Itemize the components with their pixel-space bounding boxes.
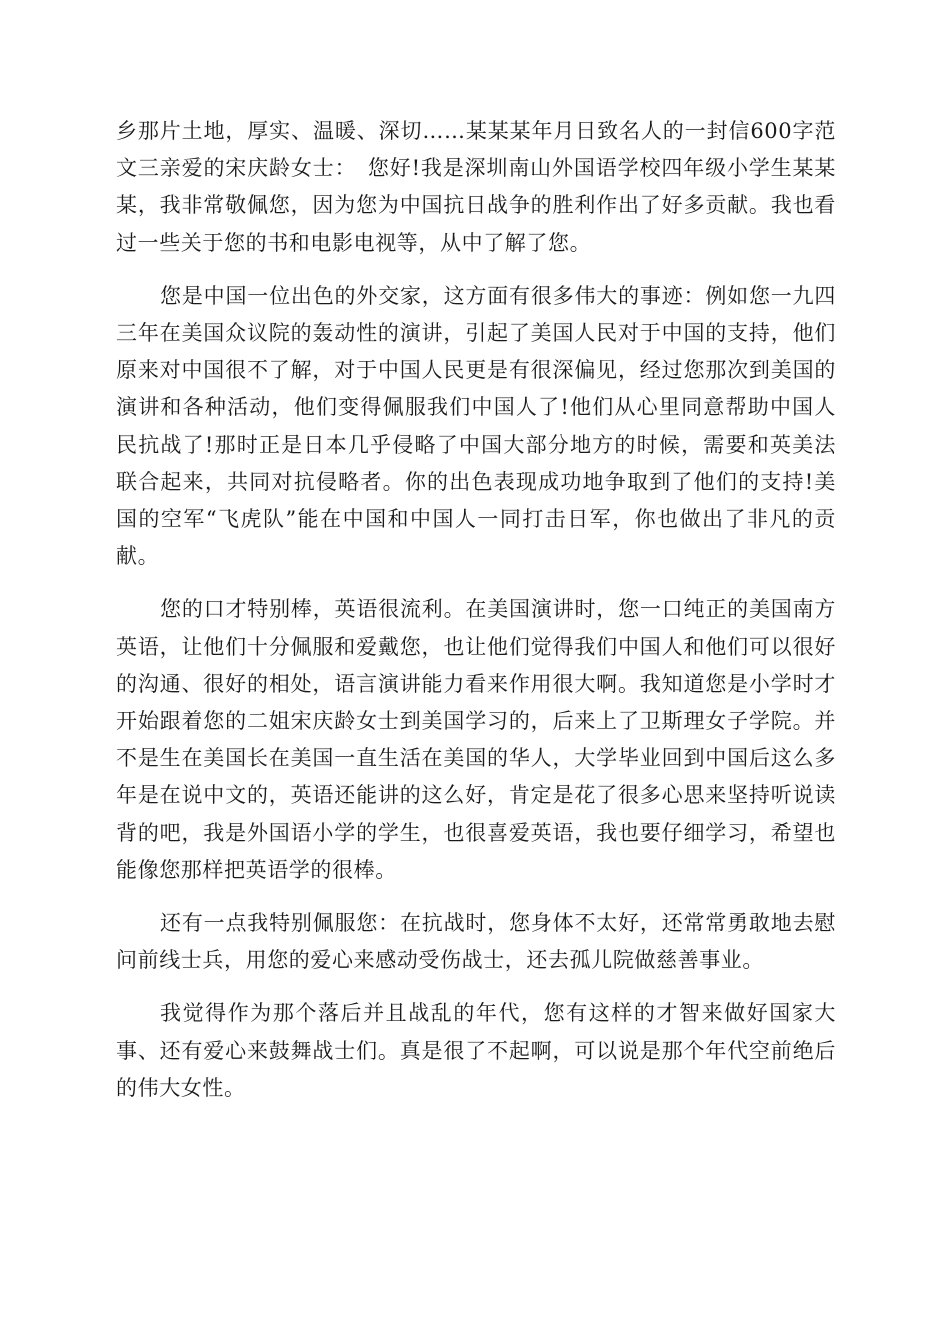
paragraph-5: 我觉得作为那个落后并且战乱的年代，您有这样的才智来做好国家大事、还有爱心来鼓舞战士们。真是很了不起啊，可以说是那个年代空前绝后的伟大女性。 — [116, 1001, 836, 1100]
paragraph-4: 还有一点我特别佩服您：在抗战时，您身体不太好，还常常勇敢地去慰问前线士兵，用您的爱心来感动受伤战士，还去孤儿院做慈善事业。 — [116, 911, 836, 973]
paragraph-3: 您的口才特别棒，英语很流利。在美国演讲时，您一口纯正的美国南方英语，让他们十分佩服和爱戴您，也让他们觉得我们中国人和他们可以很好的沟通、很好的相处，语言演讲能力看来作用很大啊。我知道您是小学时才开始跟着您的二姐宋庆龄女士到美国学习的，后来上了卫斯理女子学院。并不是生在美国长在美国一直生活在美国的华人，大学毕业回到中国后这么多年是在说中文的，英语还能讲的这么好，肯定是花了很多心思来坚持听说读背的吧，我是外国语小学的学生，也很喜爱英语，我也要仔细学习，希望也能像您那样把英语学的很棒。 — [116, 597, 836, 882]
paragraph-1: 乡那片土地，厚实、温暖、深切……某某某年月日致名人的一封信600字范文三亲爱的宋庆龄女士： 您好!我是深圳南山外国语学校四年级小学生某某某，我非常敬佩您，因为您为中国抗日战争的胜利作出了好多贡献。我也看过一些关于您的书和电影电视等，从中了解了您。 — [116, 119, 836, 255]
paragraph-2: 您是中国一位出色的外交家，这方面有很多伟大的事迹：例如您一九四三年在美国众议院的轰动性的演讲，引起了美国人民对于中国的支持，他们原来对中国很不了解，对于中国人民更是有很深偏见，经过您那次到美国的演讲和各种活动，他们变得佩服我们中国人了!他们从心里同意帮助中国人民抗战了!那时正是日本几乎侵略了中国大部分地方的时候，需要和英美法联合起来，共同对抗侵略者。你的出色表现成功地争取到了他们的支持!美国的空军“飞虎队”能在中国和中国人一同打击日军，你也做出了非凡的贡献。 — [116, 283, 836, 569]
document-body — [116, 113, 836, 1123]
